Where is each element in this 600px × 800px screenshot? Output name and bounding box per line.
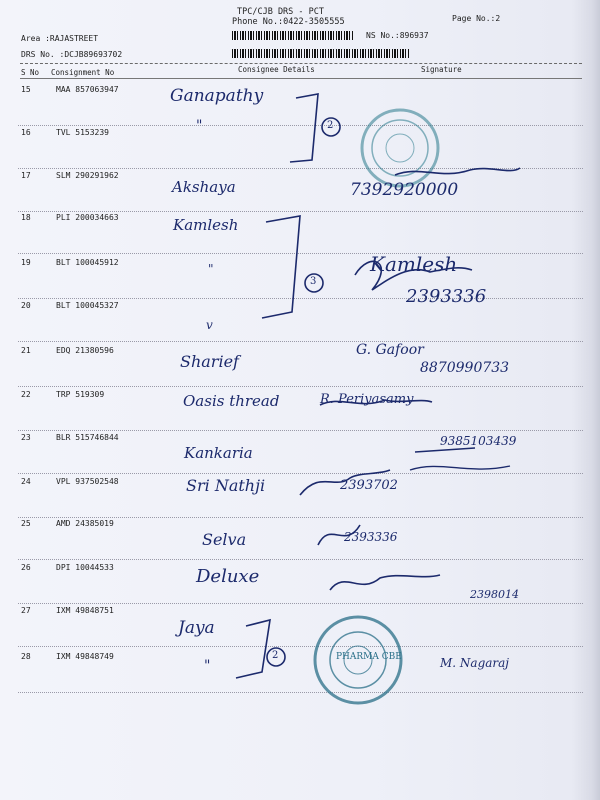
row-sno-19: 19 bbox=[21, 258, 31, 267]
page-edge-shadow bbox=[572, 0, 600, 800]
col-sno: S No bbox=[21, 68, 40, 77]
phone-25: 2393336 bbox=[344, 530, 398, 544]
phone-number: Phone No.:0422-3505555 bbox=[232, 17, 345, 27]
header-rule-bottom bbox=[20, 78, 582, 79]
office-title: TPC/CJB DRS - PCT bbox=[237, 7, 324, 17]
page-number: Page No.:2 bbox=[452, 14, 501, 23]
handwritten-ditto-28: " bbox=[204, 658, 211, 674]
signature-19: Kamlesh bbox=[370, 252, 458, 276]
row-consignment-20: BLT 100045327 bbox=[56, 301, 119, 310]
row-separator bbox=[18, 253, 583, 254]
handwritten-name-18: Kamlesh bbox=[173, 216, 239, 234]
barcode-top bbox=[232, 31, 354, 40]
row-consignment-16: TVL 5153239 bbox=[56, 128, 109, 137]
pharma-stamp-text: PHARMA CBE bbox=[336, 652, 402, 662]
handwritten-name-23: Kankaria bbox=[184, 444, 253, 462]
ns-number: NS No.:896937 bbox=[366, 31, 429, 40]
row-consignment-19: BLT 100045912 bbox=[56, 258, 119, 267]
row-separator bbox=[18, 603, 583, 604]
row-sno-15: 15 bbox=[21, 85, 31, 94]
row-consignment-25: AMD 24385019 bbox=[56, 519, 114, 528]
handwritten-name-24: Sri Nathji bbox=[186, 476, 266, 495]
handwritten-ditto-16: " bbox=[196, 118, 203, 134]
drs-number: DRS No. :DCJB89693702 bbox=[21, 50, 123, 59]
handwritten-name-27: Jaya bbox=[178, 618, 215, 638]
handwritten-name-25: Selva bbox=[202, 530, 247, 549]
phone-26: 2398014 bbox=[470, 588, 519, 601]
handwritten-name-15: Ganapathy bbox=[170, 86, 264, 106]
row-consignment-27: IXM 49848751 bbox=[56, 606, 114, 615]
barcode-drs bbox=[232, 49, 410, 58]
row-sno-26: 26 bbox=[21, 563, 31, 572]
row-separator bbox=[18, 168, 583, 169]
row-separator bbox=[18, 298, 583, 299]
row-separator bbox=[18, 473, 583, 474]
row-separator bbox=[18, 211, 583, 212]
row-separator bbox=[18, 430, 583, 431]
row-sno-21: 21 bbox=[21, 346, 31, 355]
row-separator bbox=[18, 341, 583, 342]
header-rule-top bbox=[20, 63, 582, 64]
phone-23: 9385103439 bbox=[440, 434, 517, 448]
col-signature: Signature bbox=[421, 65, 462, 74]
row-separator bbox=[18, 692, 583, 693]
row-sno-25: 25 bbox=[21, 519, 31, 528]
handwritten-name-26: Deluxe bbox=[196, 566, 260, 587]
row-consignment-24: VPL 937502548 bbox=[56, 477, 119, 486]
row-sno-20: 20 bbox=[21, 301, 31, 310]
phone-24: 2393702 bbox=[340, 478, 398, 493]
row-consignment-17: SLM 290291962 bbox=[56, 171, 119, 180]
row-sno-28: 28 bbox=[21, 652, 31, 661]
bracket-count-3: 2 bbox=[272, 650, 279, 661]
row-consignment-26: DPI 10044533 bbox=[56, 563, 114, 572]
row-separator bbox=[18, 559, 583, 560]
phone-19: 2393336 bbox=[406, 286, 487, 307]
row-separator bbox=[18, 386, 583, 387]
bracket-count-2: 3 bbox=[310, 276, 317, 287]
handwritten-name-22: Oasis thread bbox=[183, 392, 280, 410]
signature-22: R. Periyasamy bbox=[320, 392, 414, 407]
handwritten-name-21: Sharief bbox=[180, 352, 239, 371]
area-label: Area :RAJASTREET bbox=[21, 34, 99, 43]
row-sno-27: 27 bbox=[21, 606, 31, 615]
signature-21: G. Gafoor bbox=[356, 342, 424, 358]
row-sno-23: 23 bbox=[21, 433, 31, 442]
row-consignment-28: IXM 49848749 bbox=[56, 652, 114, 661]
row-consignment-18: PLI 200034663 bbox=[56, 213, 119, 222]
row-separator bbox=[18, 517, 583, 518]
row-sno-22: 22 bbox=[21, 390, 31, 399]
row-separator bbox=[18, 646, 583, 647]
row-sno-16: 16 bbox=[21, 128, 31, 137]
row-sno-17: 17 bbox=[21, 171, 31, 180]
bracket-count-1: 2 bbox=[327, 120, 334, 131]
row-consignment-21: EDQ 21380596 bbox=[56, 346, 114, 355]
handwritten-name-17: Akshaya bbox=[172, 178, 236, 196]
row-consignment-15: MAA 857063947 bbox=[56, 85, 119, 94]
col-consignee: Consignee Details bbox=[238, 65, 315, 74]
phone-21: 8870990733 bbox=[420, 360, 510, 376]
row-sno-24: 24 bbox=[21, 477, 31, 486]
col-consignment: Consignment No bbox=[51, 68, 115, 77]
row-sno-18: 18 bbox=[21, 213, 31, 222]
handwritten-ditto-20: v bbox=[206, 318, 213, 332]
row-consignment-22: TRP 519309 bbox=[56, 390, 105, 399]
row-consignment-23: BLR 515746844 bbox=[56, 433, 119, 442]
row-separator bbox=[18, 125, 583, 126]
handwritten-ditto-19: " bbox=[208, 262, 214, 276]
signature-28: M. Nagaraj bbox=[440, 656, 510, 670]
phone-17: 7392920000 bbox=[350, 180, 459, 200]
